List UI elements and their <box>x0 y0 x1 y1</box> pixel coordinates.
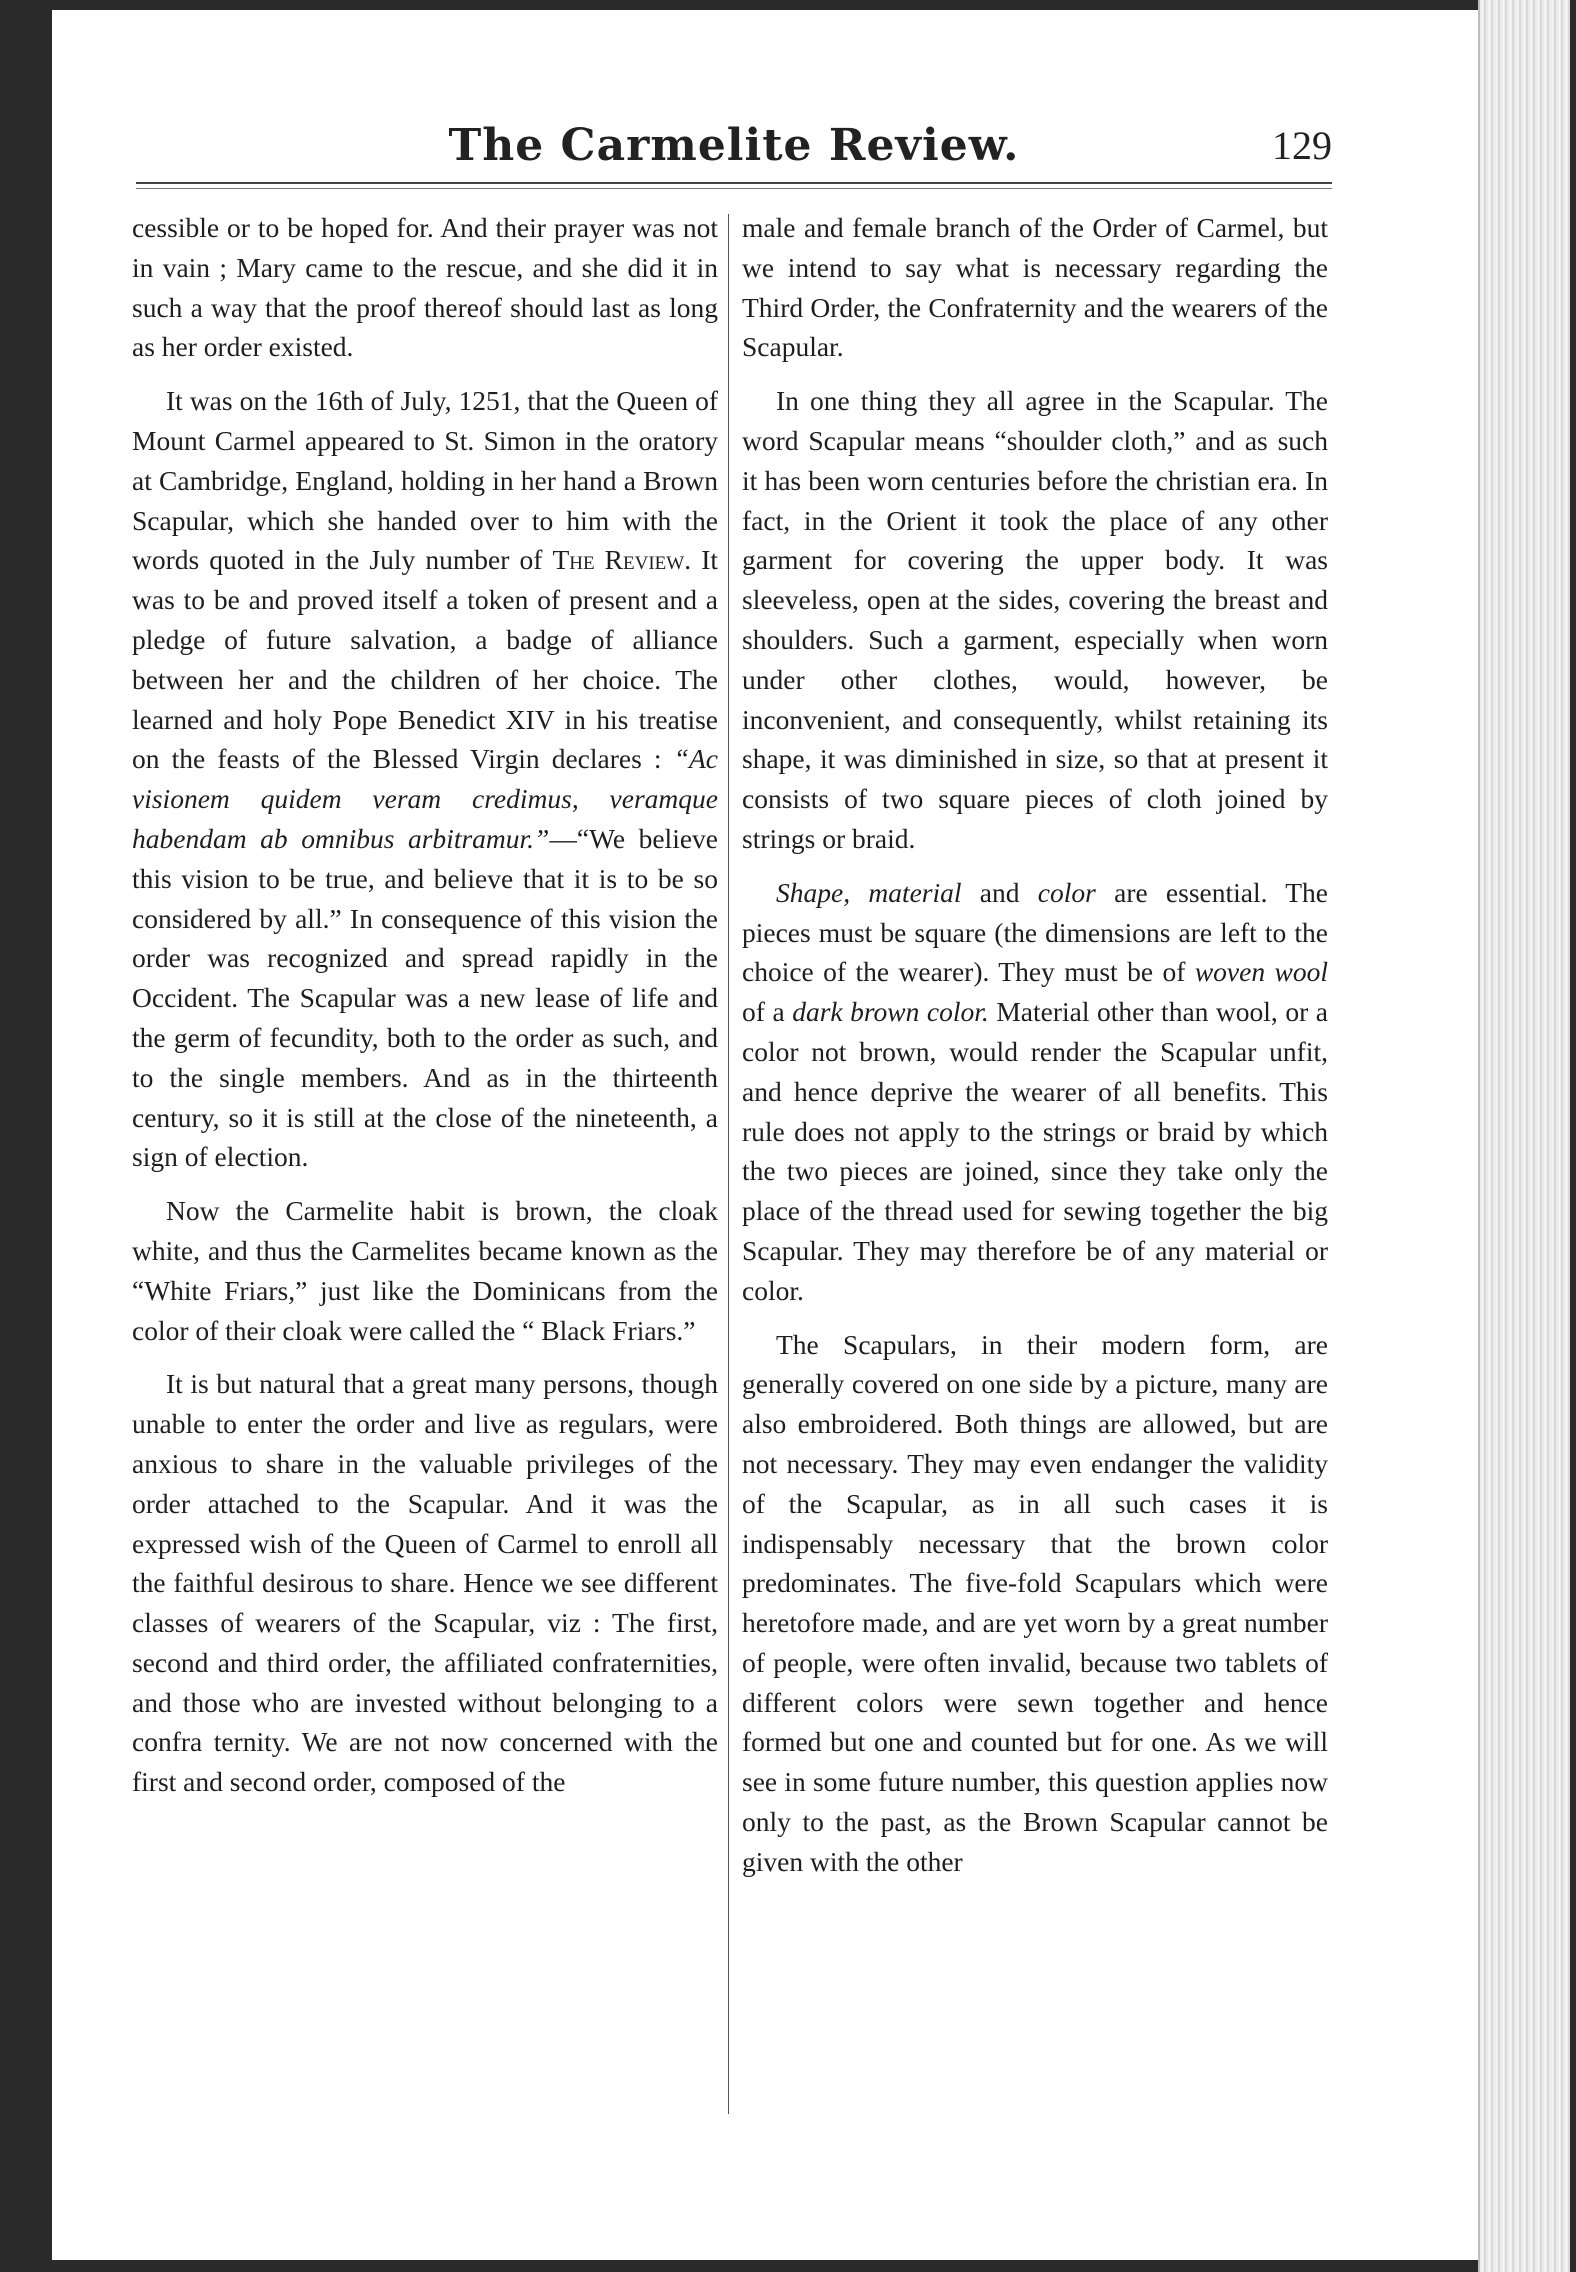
text-run: The Scapulars, in their modern form, are generally covered on one side by a picture, many are also embroidered. Both things are allowed, but are not necessary. They may even endanger the validity of the Scapular, as in all such cases it is indispensably necessary that the brown color predominates. The five-fold Scapulars which were heretofore made, and are yet worn by a great number of people, were often invalid, because two tablets of different colors were sewn together and hence formed but one and counted but for one. As we will see in some future number, this question applies now only to the past, as the Brown Scapular cannot be given with the other <box>742 1328 1328 1877</box>
paragraph <box>742 873 1328 1311</box>
italic-term: Shape, material <box>776 876 962 908</box>
text-run: are essential. The pieces must be square (the dimensions are left to the choice of the wearer). They must be of <box>742 876 1329 988</box>
page-number: 129 <box>1272 123 1332 168</box>
right-column <box>742 208 1328 1896</box>
paragraph <box>132 381 718 1177</box>
text-run: Material other than wool, or a color not brown, would render the Scapular unfit, and hence deprive the wearer of all benefits. This rule does not apply to the strings or braid by which the two pieces are joined, since they take only the place of the thread used for sewing together the big Scapular. They may therefore be of any material or color. <box>742 996 1328 1306</box>
text-run: Now the Carmelite habit is brown, the cloak white, and thus the Carmelites became known as the “White Friars,” just like the Dominicans from the color of their cloak were called the “ Black Friars.” <box>132 1195 718 1346</box>
running-title: The Carmelite Review. <box>448 120 1020 171</box>
text-run: —“We believe this vision to be true, and believe that it is to be so considered by all.” In consequence of this vision the order was recognized and spread rapidly in the Occident. The Scapular was a new lease of life and the germ of fecundity, both to the order as such, and to the single members. And as in the thirteenth century, so it is still at the close of the nineteenth, a sign of election. <box>132 822 718 1173</box>
paragraph <box>132 1364 718 1802</box>
page-edges <box>1478 0 1570 2272</box>
page-header <box>136 120 1332 180</box>
column-divider <box>728 214 729 2114</box>
latin-quote: “Ac visionem quidem veram credimus, veramque habendam ab omnibus arbitramur.” <box>132 743 718 854</box>
text-run: In one thing they all agree in the Scapular. The word Scapular means “shoulder cloth,” and as such it has been worn centuries before the christian era. In fact, in the Orient it took the place of any other garment for covering the upper body. It was sleeveless, open at the sides, covering the breast and shoulders. Such a garment, especially when worn under other clothes, would, however, be inconvenient, and consequently, whilst retaining its shape, it was diminished in size, so that at present it consists of two square pieces of cloth joined by strings or braid. <box>742 385 1328 854</box>
header-rule-thin <box>136 188 1332 189</box>
text-run: It was on the 16th of July, 1251, that the Queen of Mount Carmel appeared to St. Simon in the oratory at Cambridge, England, holding in her hand a Brown Scapular, which she handed over to him with the words quoted in the July number of <box>132 385 718 576</box>
paragraph <box>132 1191 718 1350</box>
journal-name: The Review. <box>552 544 692 576</box>
left-column <box>132 208 718 1816</box>
text-run: and <box>979 876 1020 908</box>
paragraph <box>132 208 718 367</box>
header-rule <box>136 182 1332 184</box>
italic-term: woven wool <box>1194 956 1328 988</box>
paragraph <box>742 381 1328 859</box>
italic-term: dark brown color. <box>792 996 989 1028</box>
text-run: male and female branch of the Order of Carmel, but we intend to say what is necessary regarding the Third Order, the Confraternity and the wearers of the Scapular. <box>742 212 1328 363</box>
paragraph <box>742 1325 1328 1882</box>
italic-term: color <box>1037 876 1096 908</box>
text-run: It was to be and proved itself a token of present and a pledge of future salvation, a badge of alliance between her and the children of her choice. The learned and holy Pope Benedict XIV in his treatise on the feasts of the Blessed Virgin declares : <box>132 544 718 775</box>
text-run: of a <box>742 996 785 1028</box>
paragraph <box>742 208 1328 367</box>
text-run: It is but natural that a great many persons, though unable to enter the order and live as regulars, were anxious to share in the valuable privileges of the order attached to the Scapular. And it was the expressed wish of the Queen of Carmel to enroll all the faithful desirous to share. Hence we see different classes of wearers of the Scapular, viz : The first, second and third order, the affiliated confraternities, and those who are invested without belonging to a confra ternity. We are not now concerned with the first and second order, composed of the <box>132 1368 718 1798</box>
text-run: cessible or to be hoped for. And their prayer was not in vain ; Mary came to the rescue, and she did it in such a way that the proof thereof should last as long as her order existed. <box>132 212 718 363</box>
